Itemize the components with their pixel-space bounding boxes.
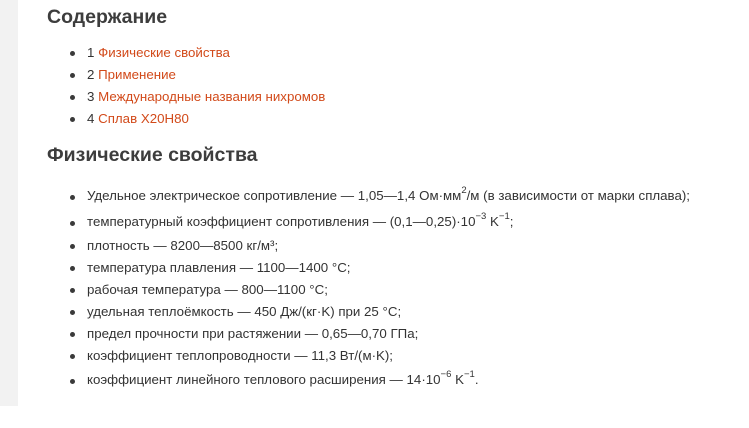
property-text: температурный коэффициент сопротивления — (0,1—0,25)·10 (87, 214, 476, 229)
left-sidebar-strip (0, 0, 18, 406)
superscript: −1 (463, 368, 475, 380)
toc-item-number: 3 (87, 89, 95, 104)
toc-list (47, 42, 325, 130)
toc-heading: Содержание (47, 6, 168, 28)
superscript: 2 (461, 184, 467, 196)
property-text-tail: /м (в зависимости от марки сплава); (466, 188, 690, 203)
property-text: коэффициент линейного теплового расширения — 14·10 (87, 372, 441, 387)
toc-item (47, 108, 325, 130)
toc-item-number: 1 (87, 45, 95, 60)
toc-item (47, 86, 325, 108)
property-density (47, 235, 690, 257)
property-text: Удельное электрическое сопротивление — 1,05—1,4 Ом·мм (87, 188, 462, 203)
property-text-mid: K (451, 372, 464, 387)
property-text-tail: . (474, 372, 479, 387)
property-thermal-conductivity (47, 345, 690, 367)
superscript: −3 (475, 210, 487, 222)
physical-properties-list (47, 183, 690, 393)
property-text: рабочая температура — 800—1100 °C; (87, 282, 328, 297)
superscript: −6 (440, 368, 452, 380)
toc-link-alloy-x20n80[interactable]: Сплав Х20Н80 (98, 111, 189, 126)
toc-link-physical-properties[interactable]: Физические свойства (98, 45, 230, 60)
property-text: температура плавления — 1100—1400 °C; (87, 260, 351, 275)
toc-item-number: 2 (87, 67, 95, 82)
property-text: удельная теплоёмкость — 450 Дж/(кг·K) при 25 °C; (87, 304, 402, 319)
property-melting-point (47, 257, 690, 279)
property-tensile-strength (47, 323, 690, 345)
property-text-mid: K (486, 214, 499, 229)
toc-item-number: 4 (87, 111, 95, 126)
toc-link-application[interactable]: Применение (98, 67, 176, 82)
property-text: плотность — 8200—8500 кг/м³; (87, 238, 279, 253)
property-text: коэффициент теплопроводности — 11,3 Вт/(м·K); (87, 348, 394, 363)
physical-properties-heading: Физические свойства (47, 144, 258, 166)
property-heat-capacity (47, 301, 690, 323)
toc-item (47, 64, 325, 86)
property-text-tail: ; (509, 214, 514, 229)
property-working-temperature (47, 279, 690, 301)
property-temperature-coefficient (47, 209, 690, 235)
property-thermal-expansion (47, 367, 690, 393)
superscript: −1 (498, 210, 510, 222)
toc-link-international-names[interactable]: Международные названия нихромов (98, 89, 326, 104)
toc-item (47, 42, 325, 64)
property-text: предел прочности при растяжении — 0,65—0,70 ГПа; (87, 326, 419, 341)
property-resistivity (47, 183, 690, 209)
